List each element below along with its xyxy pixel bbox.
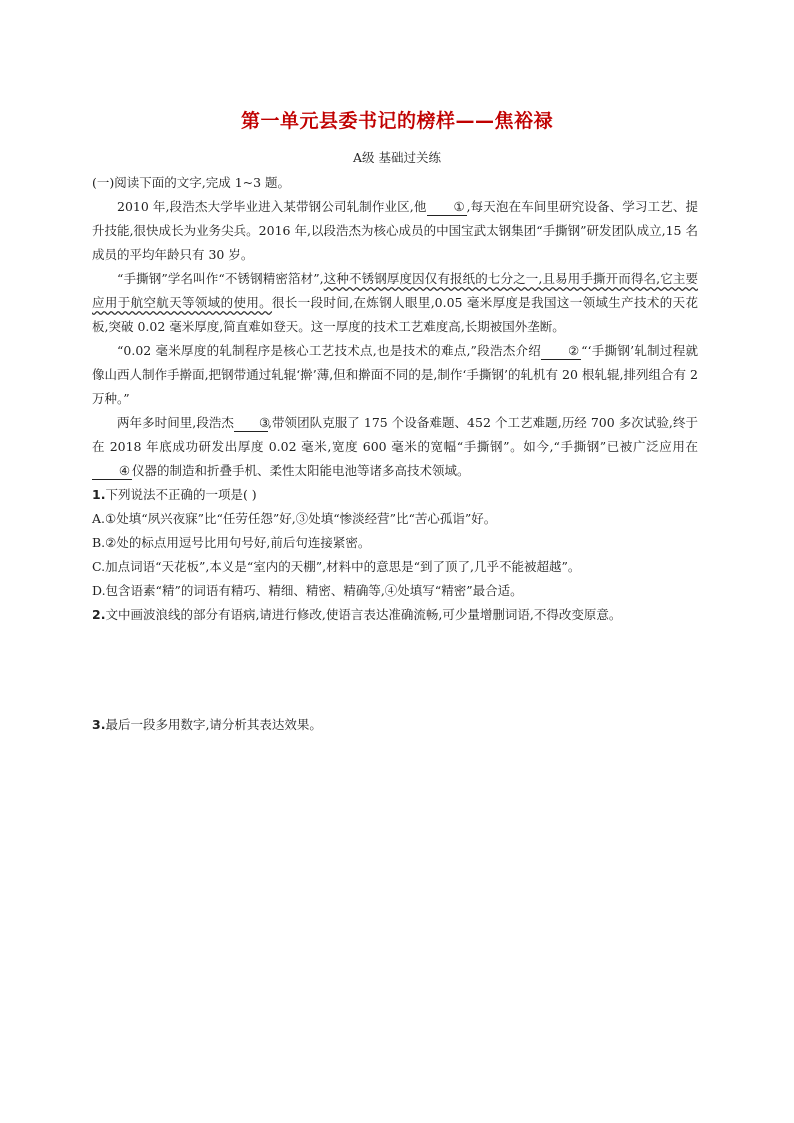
passage-text: ,带领团队克服了 175 个设备难题、452 个工艺难题,历经 700 多次试验,终于在 2018 年底成功研发出厚度 0.02 毫米,宽度 600 毫米的宽幅“手撕钢”。如今,“手撕钢”已被广泛应用在 <box>92 415 698 454</box>
passage-text: “‘手撕钢’轧制过程就像山西人制作手擀面,把钢带通过轧辊‘擀’薄,但和擀面不同的是,制作‘手撕钢’的轧机有 20 根轧辊,排列组合有 2 万种。” <box>92 343 698 406</box>
passage-paragraph-1 <box>92 195 698 267</box>
question-number: 3. <box>92 717 106 732</box>
question-number: 2. <box>92 607 106 622</box>
passage-paragraph-4 <box>92 411 698 483</box>
passage-text: ,每天泡在车间里研究设备、学习工艺、提升技能,很快成长为业务尖兵。2016 年,以段浩杰为核心成员的中国宝武太钢集团“手撕钢”研发团队成立,15 名成员的平均年龄只有 30 岁。 <box>92 199 698 262</box>
section-intro: (一)阅读下面的文字,完成 1~3 题。 <box>92 175 291 190</box>
passage-text: 两年多时间里,段浩杰 <box>117 415 234 430</box>
fill-blank-4[interactable]: ④ <box>92 463 132 480</box>
question-text: 文中画波浪线的部分有语病,请进行修改,使语言表达准确流畅,可少量增删词语,不得改变原意。 <box>105 607 622 622</box>
fill-blank-2[interactable]: ② <box>541 343 581 360</box>
question-text: 下列说法不正确的一项是( ) <box>105 487 257 502</box>
question-number: 1. <box>92 487 106 502</box>
fill-blank-3[interactable]: ③ <box>234 415 268 432</box>
page-title: 第一单元县委书记的榜样——焦裕禄 <box>240 110 553 132</box>
passage-text: 仪器的制造和折叠手机、柔性太阳能电池等诸多高技术领域。 <box>132 463 470 478</box>
option-d[interactable]: D.包含语素“精”的词语有精巧、精细、精密、精确等,④处填写“精密”最合适。 <box>92 583 523 598</box>
question-2 <box>92 603 698 627</box>
wavy-underlined-sentence: 这种不锈钢厚度因仅有报纸的七分之一,且易用手撕开而得名,它主要应用于航空航天等领域的使用。 <box>92 271 698 310</box>
option-c[interactable]: C.加点词语“天花板”,本义是“室内的天棚”,材料中的意思是“到了顶了,几乎不能被超越”。 <box>92 559 581 574</box>
question-3 <box>92 713 698 737</box>
passage-text: 2010 年,段浩杰大学毕业进入某带钢公司轧制作业区,他 <box>117 199 427 214</box>
passage-text: “手撕钢”学名叫作“不锈钢精密箔材”, <box>117 271 324 286</box>
passage-paragraph-3 <box>92 339 698 411</box>
passage-text: 很长一段时间,在炼钢人眼里,0.05 毫米厚度是我国这一领域生产技术的天花板,突破 0.02 毫米厚度,简直难如登天。这一厚度的技术工艺难度高,长期被国外垄断。 <box>92 295 698 334</box>
option-a[interactable]: A.①处填“夙兴夜寐”比“任劳任怨”好,③处填“惨淡经营”比“苦心孤诣”好。 <box>92 511 497 526</box>
passage-paragraph-2 <box>92 267 698 339</box>
question-1 <box>92 483 698 507</box>
fill-blank-1[interactable]: ① <box>427 199 467 216</box>
passage-text: “0.02 毫米厚度的轧制程序是核心工艺技术点,也是技术的难点,”段浩杰介绍 <box>117 343 542 358</box>
option-b[interactable]: B.②处的标点用逗号比用句号好,前后句连接紧密。 <box>92 535 371 550</box>
answer-space <box>92 627 698 713</box>
question-text: 最后一段多用数字,请分析其表达效果。 <box>105 717 322 732</box>
document-body <box>92 171 698 737</box>
level-subtitle: A级 基础过关练 <box>352 150 441 165</box>
